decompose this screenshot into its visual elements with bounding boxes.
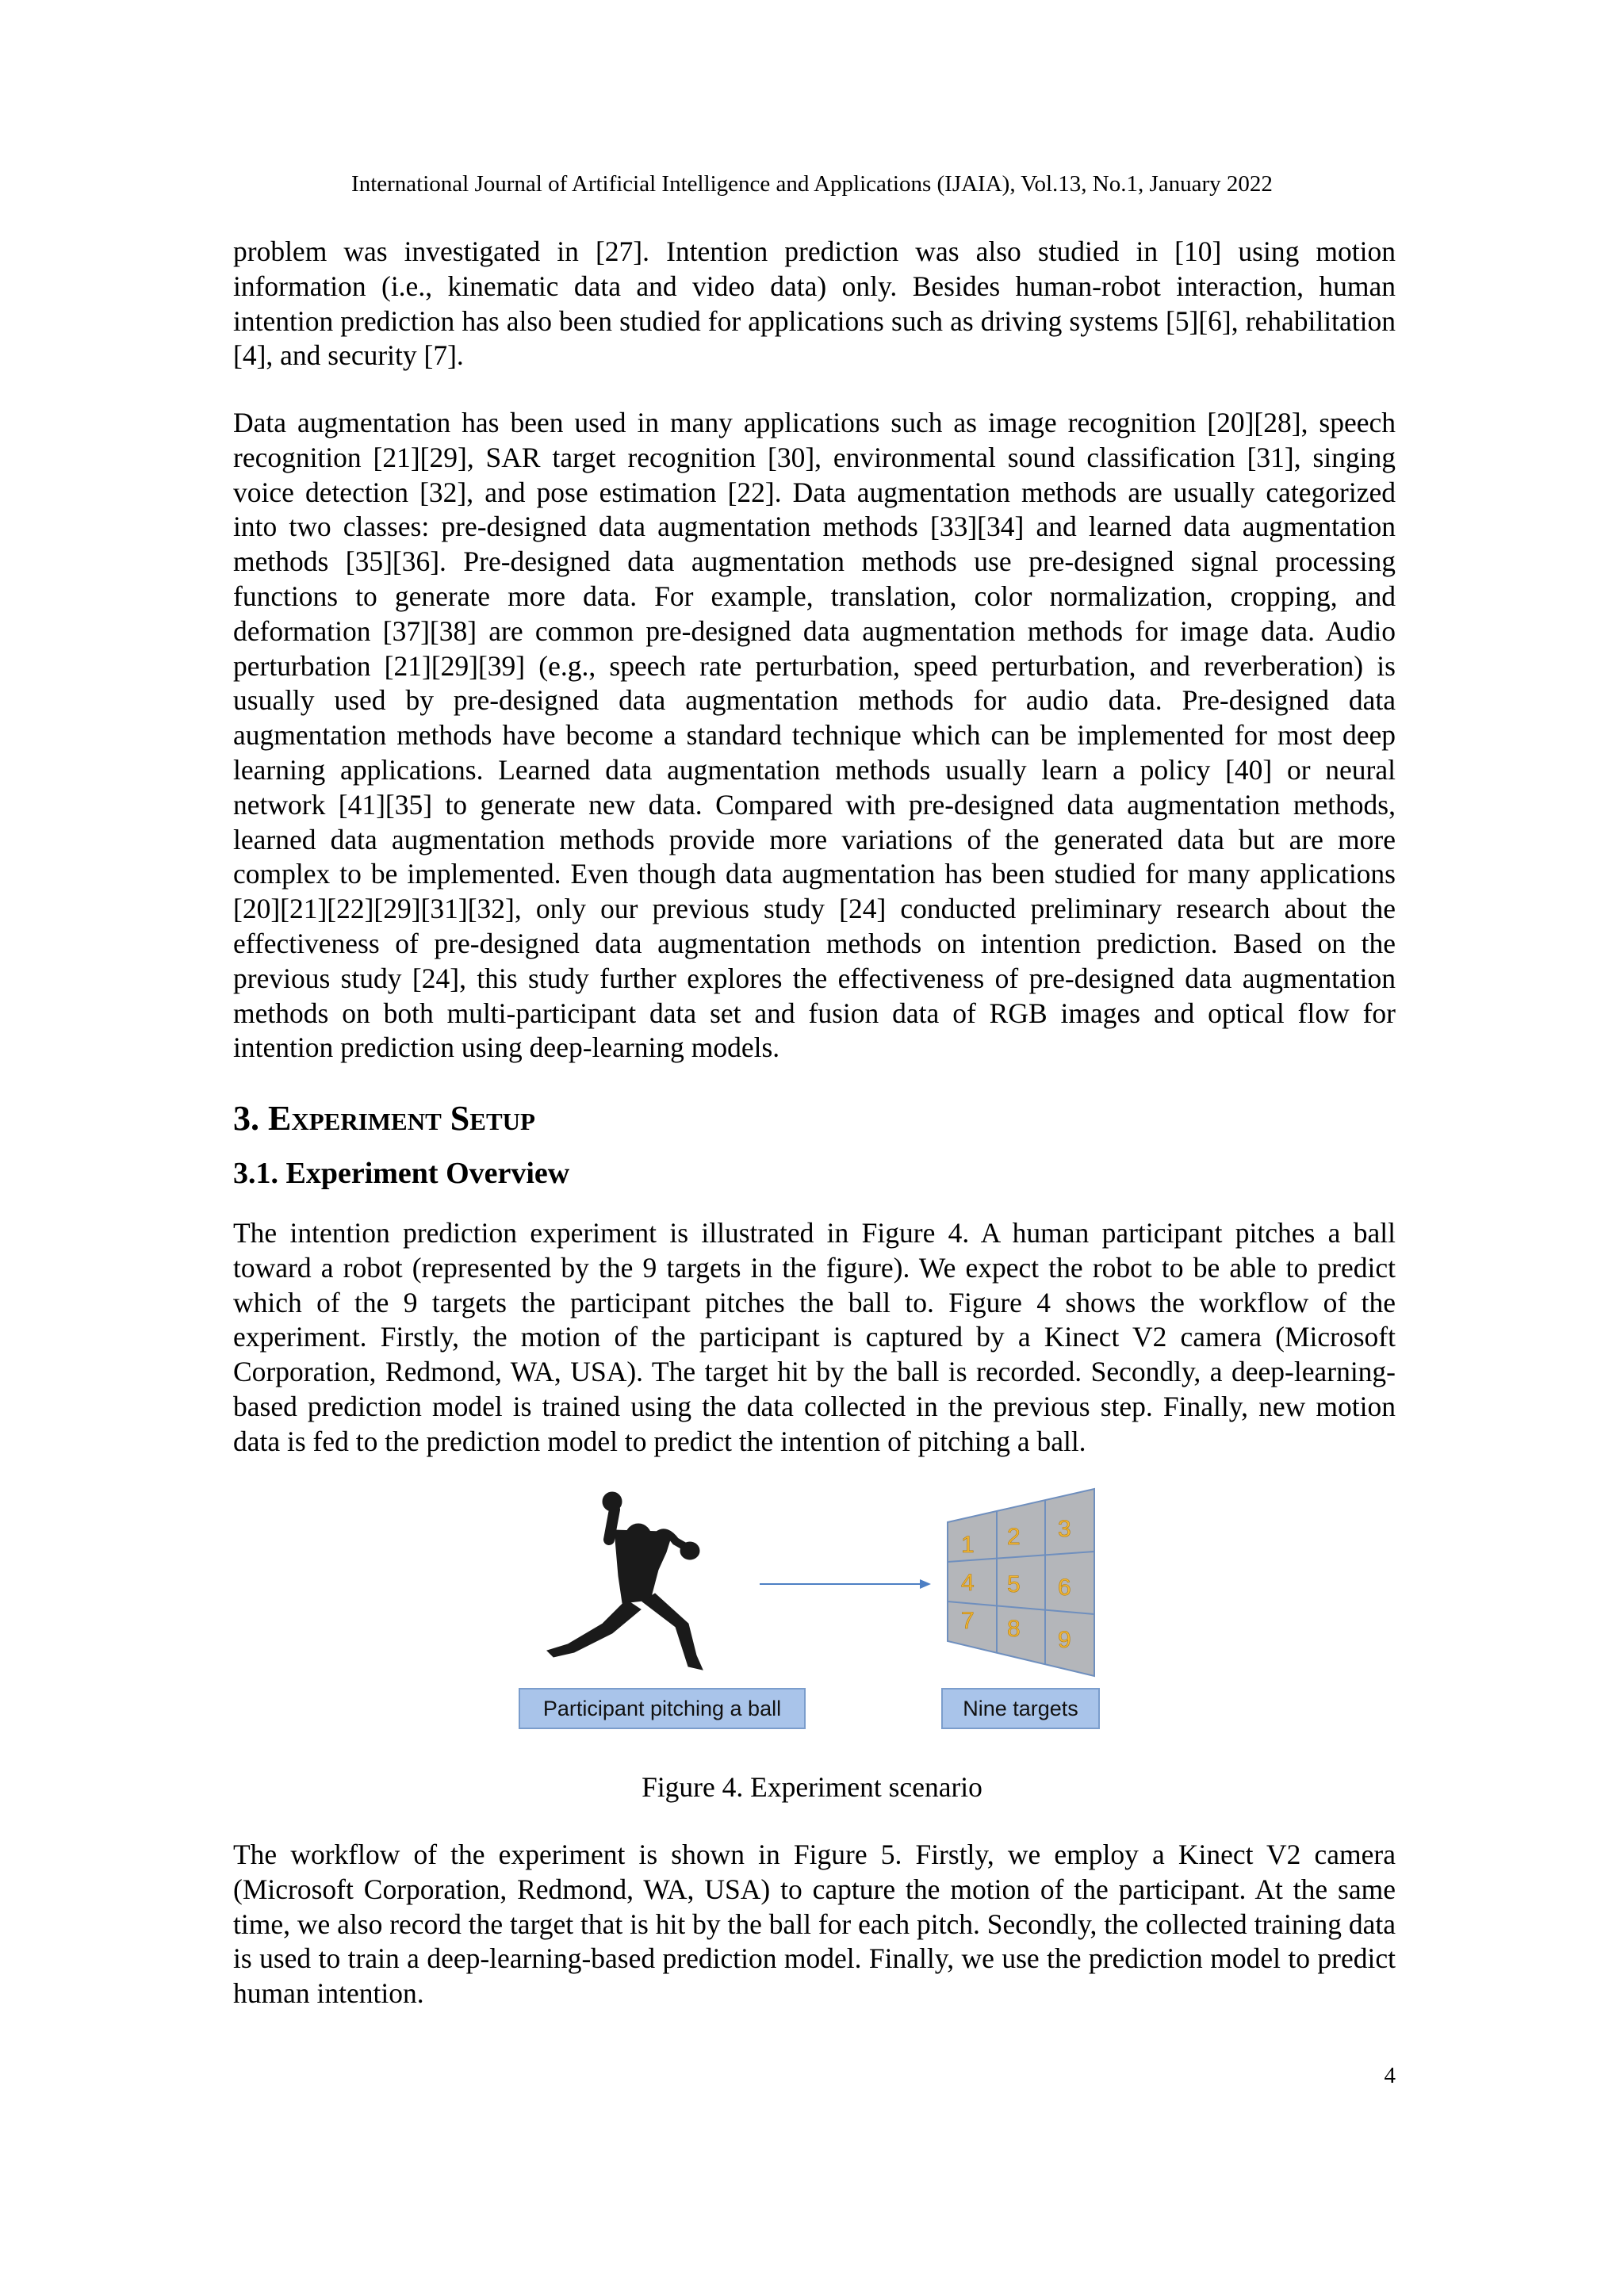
subsection-heading: 3.1. Experiment Overview bbox=[233, 1157, 570, 1190]
target-number-4: 4 bbox=[961, 1570, 975, 1596]
paragraph-2: Data augmentation has been used in many applications such as image recognition [20][28], speech recognition [21][29], SAR target recognition [30], environmental sound classification [31], singing voice detection [32], and pose estimation [22]. Data augmentation methods are usually categorized into two classes: pre-designed data augmentation methods [33][34] and learned data augmentation methods [35][36]. Pre-designed data augmentation methods use pre-designed signal processing functions to generate more data. For example, translation, color normalization, cropping, and deformation [37][38] are common pre-designed data augmentation methods for image data. Audio perturbation [21][29][39] (e.g., speech rate perturbation, speed perturbation, and reverberation) is usually used by pre-designed data augmentation methods for audio data. Pre-designed data augmentation methods have become a standard technique which can be implemented for most deep learning applications. Learned data augmentation methods usually learn a policy [40] or neural network [41][35] to generate new data. Compared with pre-designed data augmentation methods, learned data augmentation methods provide more variations of the generated data but are more complex to be implemented. Even though data augmentation has been studied for many applications [20][21][22][29][31][32], only our previous study [24] conducted preliminary research about the effectiveness of pre-designed data augmentation methods on intention prediction. Based on the previous study [24], this study further explores the effectiveness of pre-designed data augmentation methods on both multi-participant data set and fusion data of RGB images and optical flow for intention prediction using deep-learning models. bbox=[233, 407, 1396, 1064]
target-number-2: 2 bbox=[1007, 1524, 1021, 1550]
page-number: 4 bbox=[1384, 2063, 1396, 2088]
paragraph-4: The workflow of the experiment is shown in Figure 5. Firstly, we employ a Kinect V2 camera (Microsoft Corporation, Redmond, WA, USA) to capture the motion of the participant. At the same time, we also record the target that is hit by the ball for each pitch. Secondly, the collected training data is used to train a deep-learning-based prediction model. Finally, we use the prediction model to predict human intention. bbox=[233, 1839, 1396, 2010]
section-heading: 3. Experiment Setup bbox=[233, 1099, 535, 1138]
nine-targets-panel bbox=[948, 1489, 1094, 1676]
target-number-5: 5 bbox=[1007, 1571, 1021, 1598]
target-number-9: 9 bbox=[1058, 1627, 1071, 1653]
target-number-3: 3 bbox=[1058, 1516, 1071, 1542]
paragraph-1: problem was investigated in [27]. Intention prediction was also studied in [10] using motion information (i.e., kinematic data and video data) only. Besides human-robot interaction, human intention prediction has also been studied for applications such as driving systems [5][6], rehabilitation [4], and security [7]. bbox=[233, 235, 1396, 372]
target-number-6: 6 bbox=[1058, 1575, 1071, 1601]
target-number-1: 1 bbox=[961, 1532, 975, 1558]
arrow-head-icon bbox=[920, 1579, 931, 1589]
paragraph-3: The intention prediction experiment is illustrated in Figure 4. A human participant pitches a ball toward a robot (represented by the 9 targets in the figure). We expect the robot to be able to predict which of the 9 targets the participant pitches the ball to. Figure 4 shows the workflow of the experiment. Firstly, the motion of the participant is captured by a Kinect V2 camera (Microsoft Corporation, Redmond, WA, USA). The target hit by the ball is recorded. Secondly, a deep-learning-based prediction model is trained using the data collected in the previous step. Finally, new motion data is fed to the prediction model to predict the intention of pitching a ball. bbox=[233, 1217, 1396, 1457]
figure-4 bbox=[508, 1483, 1110, 1736]
figure-caption: Figure 4. Experiment scenario bbox=[642, 1771, 982, 1803]
experiment-scenario-diagram bbox=[508, 1483, 1110, 1736]
participant-label: Participant pitching a ball bbox=[542, 1697, 782, 1720]
pitcher-silhouette-icon bbox=[547, 1492, 703, 1670]
running-header: International Journal of Artificial Intelligence and Applications (IJAIA), Vol.13, No.1, January 2022 bbox=[351, 171, 1273, 197]
target-number-7: 7 bbox=[961, 1608, 975, 1634]
target-number-8: 8 bbox=[1007, 1616, 1021, 1642]
targets-label: Nine targets bbox=[963, 1697, 1078, 1720]
